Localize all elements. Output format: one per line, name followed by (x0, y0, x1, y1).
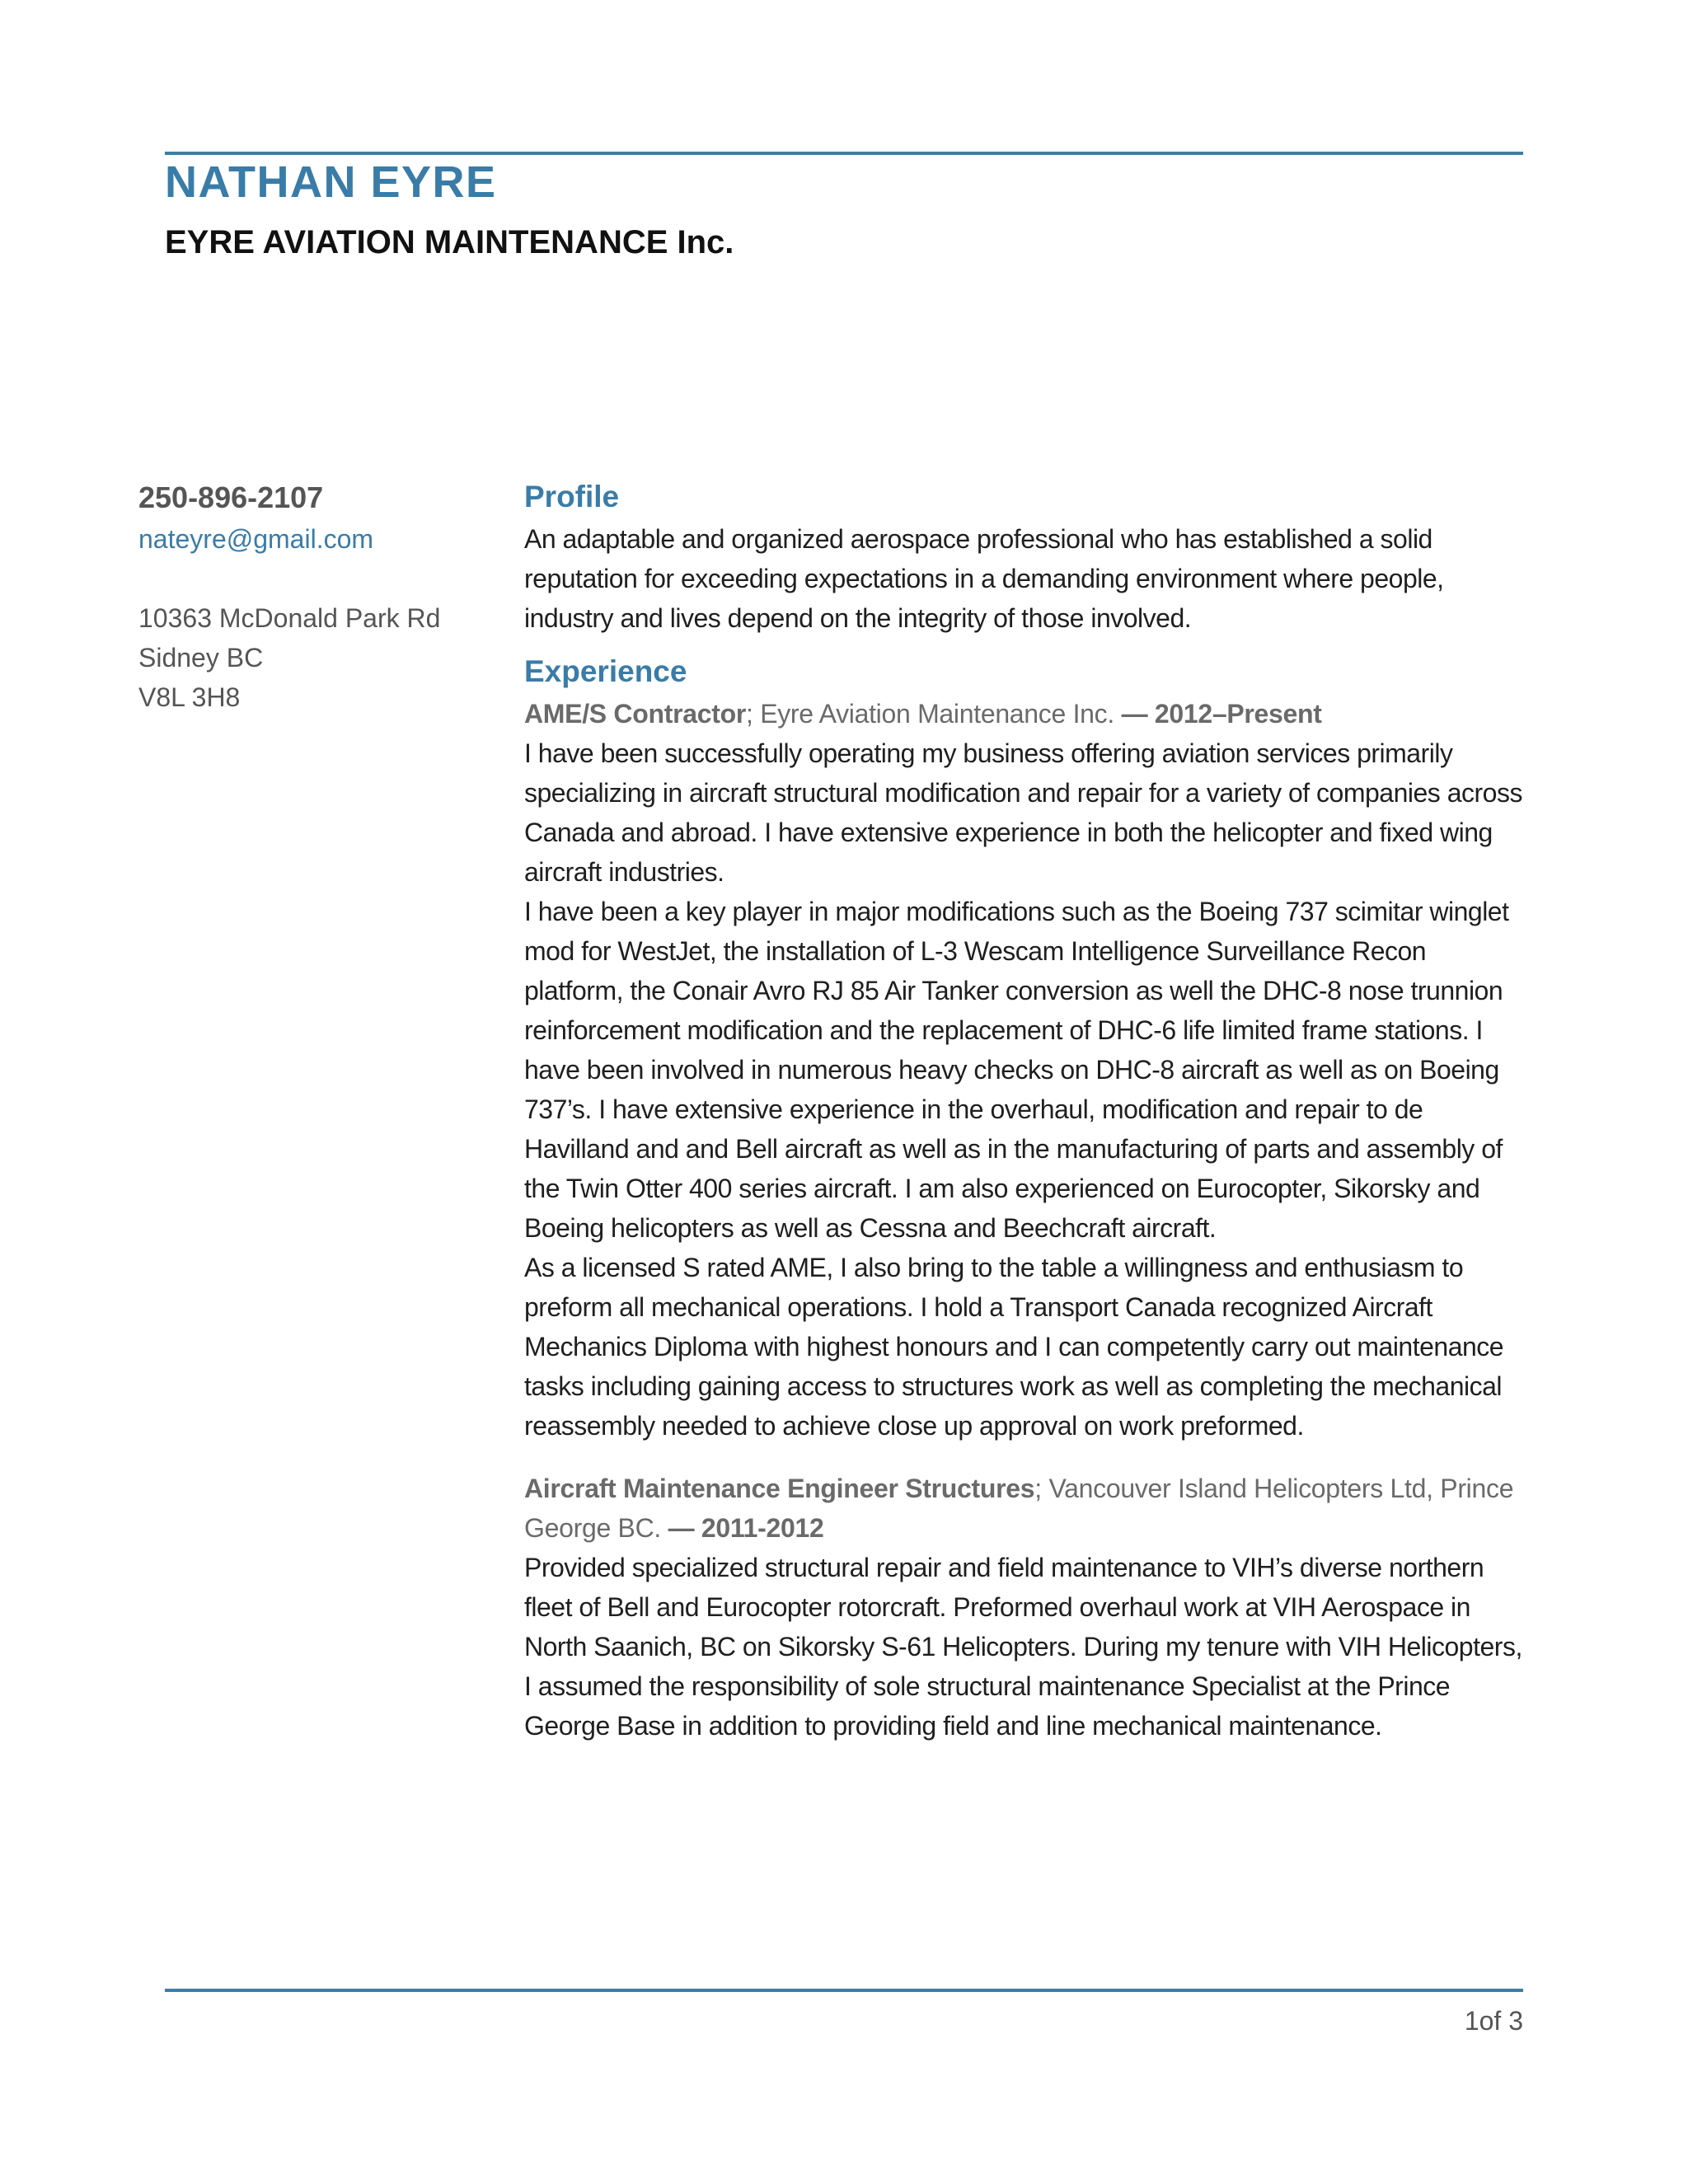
main-content (524, 475, 1526, 1746)
job-role: Aircraft Maintenance Engineer Structures (524, 1474, 1035, 1503)
contact-address (138, 598, 501, 717)
job-separator: ; (1034, 1474, 1042, 1503)
address-line: V8L 3H8 (138, 682, 241, 712)
job-heading (524, 694, 1526, 733)
footer-rule (165, 1989, 1523, 1992)
job-role: AME/S Contractor (524, 699, 746, 729)
job-description: I have been successfully operating my business offering aviation services primarily specializing in aircraft structural modification and repair for a variety of companies across Canada and abroad. I have extensive experience in both the helicopter and fixed wing aircraft industries. (524, 738, 1522, 887)
contact-sidebar (138, 476, 501, 717)
experience-heading: Experience (524, 654, 687, 688)
contact-email[interactable]: nateyre@gmail.com (138, 524, 374, 554)
experience-entry (524, 694, 1526, 1446)
job-description: I have been a key player in major modifications such as the Boeing 737 scimitar winglet mod for WestJet, the installation of L-3 Wescam Intelligence Surveillance Recon platform, the Conair Avro RJ 85 Air Tanker conversion as well the DHC-8 nose trunnion reinforcement modification and the replacement of DHC-6 life limited frame stations. I have been involved in numerous heavy checks on DHC-8 aircraft as well as on Boeing 737’s. I have extensive experience in the overhaul, modification and repair to de Havilland and and Bell aircraft as well as in the manufacturing of parts and assembly of the Twin Otter 400 series aircraft. I am also experienced on Eurocopter, Sikorsky and Boeing helicopters as well as Cessna and Beechcraft aircraft. (524, 897, 1509, 1243)
job-dates: — 2012–Present (1121, 699, 1322, 729)
job-dates: — 2011-2012 (668, 1513, 824, 1543)
job-description: Provided specialized structural repair and field maintenance to VIH’s diverse northern fleet of Bell and Eurocopter rotorcraft. Preformed overhaul work at VIH Aerospace in North Saanich, BC on Sikorsky S-61 Helicopters. During my tenure with VIH Helicopters, I assumed the responsibility of sole structural maintenance Specialist at the Prince George Base in addition to providing field and line mechanical maintenance. (524, 1553, 1522, 1741)
job-separator: ; (746, 699, 753, 729)
address-line: Sidney BC (138, 643, 264, 673)
job-description: As a licensed S rated AME, I also bring to the table a willingness and enthusiasm to preform all mechanical operations. I hold a Transport Canada recognized Aircraft Mechanics Diploma with highest honours and I can competently carry out maintenance tasks including gaining access to structures work as well as completing the mechanical reassembly needed to achieve close up approval on work preformed. (524, 1253, 1504, 1441)
resume-name: NATHAN EYRE (165, 157, 497, 207)
header-rule (165, 152, 1523, 155)
job-company: Eyre Aviation Maintenance Inc. (760, 699, 1114, 729)
job-company: Vancouver Island Helicopters Ltd, Prince George BC. (524, 1474, 1514, 1543)
profile-heading: Profile (524, 480, 620, 513)
profile-text: An adaptable and organized aerospace professional who has established a solid reputation for exceeding expectations in a demanding environment where people, industry and lives depend on the integrity of those involved. (524, 524, 1444, 633)
page-number: 1of 3 (1464, 2006, 1523, 2036)
experience-entry (524, 1469, 1526, 1746)
company-name: EYRE AVIATION MAINTENANCE Inc. (165, 224, 734, 260)
job-heading (524, 1469, 1526, 1548)
address-line: 10363 McDonald Park Rd (138, 603, 441, 633)
contact-phone: 250-896-2107 (138, 480, 324, 514)
